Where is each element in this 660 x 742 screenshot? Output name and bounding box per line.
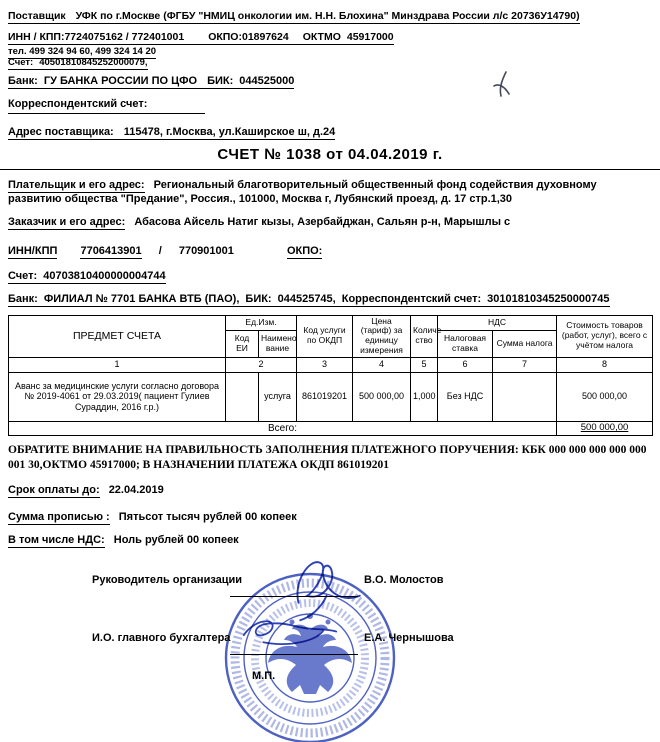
supplier-address-line [8, 125, 652, 140]
accountant-name: Е.А. Чернышова [364, 631, 454, 644]
accountant-label: И.О. главного бухгалтера [92, 631, 231, 644]
supplier-oktmo-label: ОКТМО [302, 31, 341, 43]
col-vat-rate: Налоговая ставка [438, 330, 493, 357]
payer-label: Плательщик и его адрес: [8, 178, 145, 191]
payer-innkpp-label: ИНН/КПП [8, 245, 58, 258]
payer-account-line [8, 269, 652, 284]
due-label: Срок оплаты до: [8, 484, 100, 497]
payer-bank-value: ФИЛИАЛ № 7701 БАНКА ВТБ (ПАО), [43, 292, 240, 305]
invoice-title: СЧЕТ № 1038 от 04.04.2019 г. [217, 145, 443, 163]
supplier-phone-line [8, 46, 652, 57]
amount-words-line [8, 510, 652, 525]
item-qty: 1,000 [411, 372, 438, 421]
supplier-ids-line [8, 31, 652, 43]
supplier-innkpp-value: 7724075162 / 772401001 [64, 31, 185, 43]
head-label: Руководитель организации [92, 573, 243, 586]
payment-notice: ОБРАТИТЕ ВНИМАНИЕ НА ПРАВИЛЬНОСТЬ ЗАПОЛНЕНИЯ ПЛАТЕЖНОГО ПОРУЧЕНИЯ: КБК 000 000 000 000 000 001 30,ОКТМО 45917000; В НАЗНАЧЕНИИ ПЛАТЕЖА ОКДП 861019201 [8, 444, 647, 472]
col-num: 1 [9, 357, 226, 372]
supplier-oktmo-value: 45917000 [346, 31, 394, 43]
col-qty: Количе ство [411, 315, 438, 357]
payer-slash: / [158, 245, 162, 258]
payer-line [8, 178, 652, 208]
col-num: 2 [226, 357, 297, 372]
supplier-bik-value: 044525000 [239, 75, 295, 87]
title-divider [0, 169, 660, 170]
header-numbers-row [9, 357, 653, 372]
item-vat-sum [493, 372, 557, 421]
vat-words-label: В том числе НДС: [8, 533, 105, 546]
due-line [8, 483, 652, 498]
supplier-line [8, 10, 652, 22]
payer-bank-line [8, 292, 652, 307]
supplier-account-value: 40501810845252000079, [39, 57, 148, 68]
col-okdp: Код услуги по ОКДП [297, 315, 353, 357]
payer-inn: 7706413901 [80, 245, 142, 258]
col-num: 8 [557, 357, 653, 372]
col-num: 4 [353, 357, 411, 372]
supplier-bik-label: БИК: [207, 75, 234, 87]
supplier-phone: тел. 499 324 94 60, 499 324 14 20 [8, 46, 157, 57]
col-price: Цена (тариф) за единицу измерения [353, 315, 411, 357]
payer-corr-label: Корреспондентский счет: [341, 292, 482, 305]
items-table [8, 315, 653, 437]
total-value: 500 000,00 [557, 421, 653, 436]
payer-corr-value: 30101810345250000745 [487, 292, 610, 305]
item-row [9, 372, 653, 421]
col-unit-name: Наимено вание [259, 330, 297, 357]
col-vat-sum: Сумма налога [493, 330, 557, 357]
col-num: 3 [297, 357, 353, 372]
supplier-address-value: 115478, г.Москва, ул.Каширское ш, д.24 [123, 125, 336, 138]
col-num: 6 [438, 357, 493, 372]
header-row-1 [9, 315, 653, 330]
payer-ids-line [8, 244, 652, 259]
customer-line [8, 215, 652, 230]
accountant-signature-icon [230, 612, 350, 652]
head-name: В.О. Молостов [364, 573, 444, 586]
supplier-account-line [8, 57, 652, 68]
col-num: 5 [411, 357, 438, 372]
col-unit: Ед.Изм. [226, 315, 297, 330]
customer-value: Абасова Айсель Натиг кызы, Азербайджан, Сальян р-н, Марышлы с [134, 216, 511, 229]
supplier-okpo-label: ОКПО: [208, 31, 242, 43]
col-unit-code: Код ЕИ [226, 330, 259, 357]
supplier-bank-label: Банк: [8, 75, 38, 87]
payer-value: Региональный благотворительный общественный фонд содействия духовному развитию общества "Предание", Россия., 101000, Москва г, Лубянский проезд, д. 17 стр.1,30 [8, 178, 597, 206]
signature-area [8, 558, 652, 742]
supplier-corr-line [8, 97, 652, 114]
item-unit-name: услуга [259, 372, 297, 421]
item-price: 500 000,00 [353, 372, 411, 421]
payer-okpo-label: ОКПО: [286, 245, 323, 258]
supplier-corr-label: Корреспондентский счет: [8, 97, 205, 114]
col-vat: НДС [438, 315, 557, 330]
total-row [9, 421, 653, 436]
due-value: 22.04.2019 [108, 484, 164, 497]
supplier-value: УФК по г.Москве (ФГБУ "НМИЦ онкологии им. Н.Н. Блохина" Минздрава России л/с 20736У14790) [75, 10, 580, 22]
handwritten-tick-icon [490, 70, 516, 100]
supplier-okpo-value: 01897624 [241, 31, 289, 43]
supplier-label: Поставщик [8, 10, 66, 22]
supplier-bank-line [8, 74, 652, 89]
vat-words-line [8, 533, 652, 548]
vat-words-value: Ноль рублей 00 копеек [113, 533, 239, 546]
total-label: Всего: [9, 421, 557, 436]
col-subject: ПРЕДМЕТ СЧЕТА [9, 315, 226, 357]
supplier-account-label: Счет: [8, 57, 34, 68]
item-total: 500 000,00 [557, 372, 653, 421]
supplier-bank-value: ГУ БАНКА РОССИИ ПО ЦФО [43, 75, 198, 87]
payer-kpp: 770901001 [178, 245, 234, 258]
item-vat-rate: Без НДС [438, 372, 493, 421]
supplier-address-label: Адрес поставщика: [8, 125, 114, 138]
payer-account-value: 40703810400000004744 [43, 269, 166, 282]
item-subject: Аванс за медицинские услуги согласно договора № 2019-4061 от 29.03.2019( пациент Гулиев Сураддин, 2016 г.р.) [9, 372, 226, 421]
amount-words-value: Пятьсот тысяч рублей 00 копеек [118, 510, 297, 523]
supplier-innkpp-label: ИНН / КПП: [8, 31, 65, 43]
payer-bik-value: 044525745, [277, 292, 336, 305]
payer-account-label: Счет: [8, 269, 38, 282]
item-okdp: 861019201 [297, 372, 353, 421]
amount-words-label: Сумма прописью : [8, 510, 110, 523]
stamp-place-label: М.П. [252, 669, 276, 682]
col-num: 7 [493, 357, 557, 372]
col-total: Стоимость товаров (работ, услуг), всего с учётом налога [557, 315, 653, 357]
payer-bank-label: Банк: [8, 292, 38, 305]
item-unit-code [226, 372, 259, 421]
payer-bik-label: БИК: [245, 292, 272, 305]
customer-label: Заказчик и его адрес: [8, 216, 126, 229]
